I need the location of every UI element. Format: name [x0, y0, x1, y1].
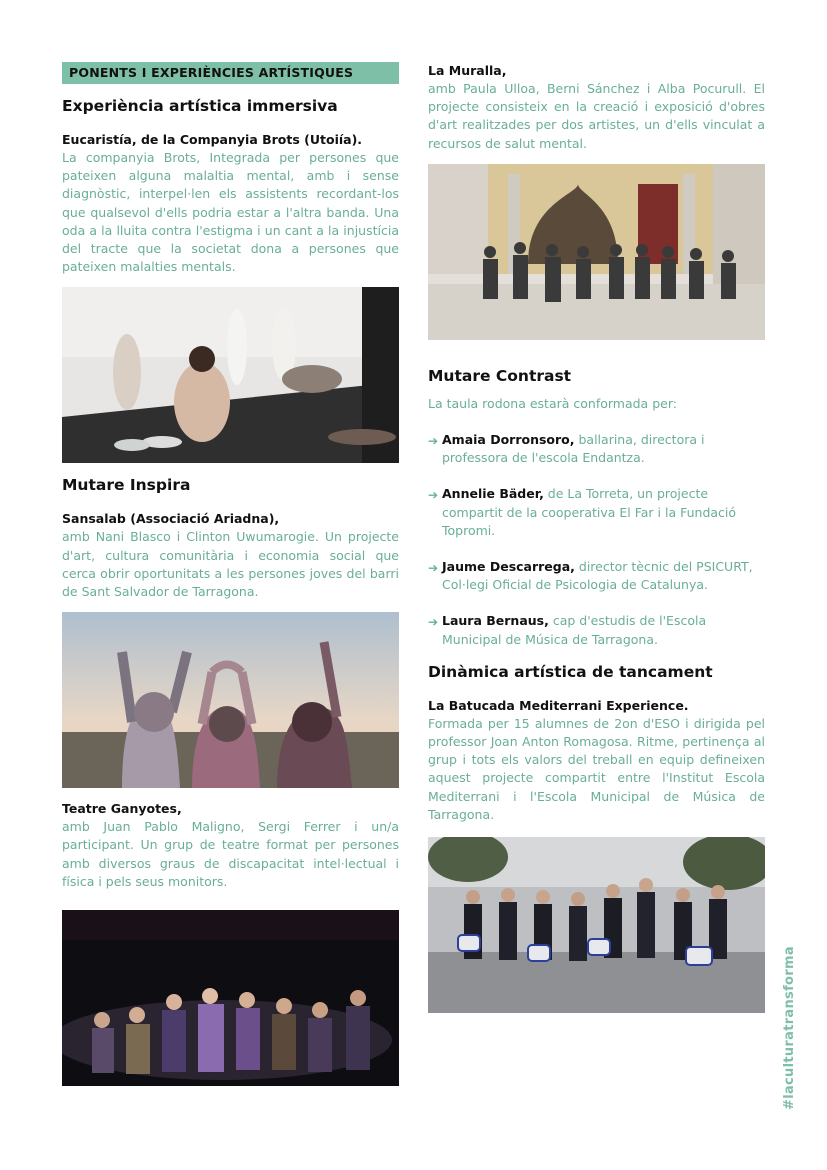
contrast-title: Mutare Contrast	[428, 366, 572, 385]
tancament-text: Formada per 15 alumnes de 2on d'ESO i dirigida pel professor Joan Anton Romagosa. Ritme, pertinença al grup i tots els valors del treball en equip defineixen aquest projecte compartit entre l'Institut Escola Mediterrani i l'Escola Municipal de Música de Tarragona.	[428, 715, 765, 822]
inspira-text: amb Nani Blasco i Clinton Uwumarogie. Un projecte d'art, cultura comunitària i economia social que cerca obrir oportunitats a les persones joves del barri de Sant Salvador de Tarragona.	[62, 529, 399, 600]
photo-exhibition-group	[428, 164, 765, 340]
immersiva-subtitle: Eucaristía, de la Companyia Brots (Utoiía).	[62, 132, 363, 147]
photo-performance	[62, 287, 399, 463]
arrow-right-icon: ➔	[428, 488, 439, 503]
section-tag: PONENTS I EXPERIÈNCIES ARTÍSTIQUES	[62, 62, 399, 84]
arrow-right-icon: ➔	[428, 615, 439, 630]
contrast-intro: La taula rodona estarà conformada per:	[428, 395, 677, 411]
photo-theatre-stage	[62, 910, 399, 1086]
tancament-subtitle: La Batucada Mediterrani Experience.	[428, 697, 689, 713]
list-item: ➔ Annelie Bäder, de La Torreta, un projecte compartit de la cooperativa El Far i la Fundació Topromi.	[428, 486, 737, 538]
photo-sunset-hands	[62, 612, 399, 788]
left-column	[62, 62, 399, 1086]
hashtag-label: #laculturatransforma	[782, 946, 797, 1110]
list-item: ➔ Amaia Dorronsoro, ballarina, directora i professora de l'escola Endantza.	[428, 432, 705, 466]
tancament-title: Dinàmica artística de tancament	[428, 662, 713, 681]
panel-list	[428, 431, 765, 649]
ganyotes-text: amb Juan Pablo Maligno, Sergi Ferrer i un/a participant. Un grup de teatre format per persones amb diversos graus de discapacitat intel·lectual i física i pels seus monitors.	[62, 819, 399, 889]
list-item: ➔ Jaume Descarrega, director tècnic del PSICURT, Col·legi Oficial de Psicologia de Catalunya.	[428, 559, 753, 593]
muralla-text: amb Paula Ulloa, Berni Sánchez i Alba Pocurull. El projecte consisteix en la creació i exposició d'obres d'art realitzades per dos artistes, un d'ells vinculat a recursos de salut mental.	[428, 81, 765, 151]
photo-batucada-drums	[428, 837, 765, 1013]
immersiva-title: Experiència artística immersiva	[62, 97, 338, 115]
muralla-subtitle: La Muralla,	[428, 63, 507, 78]
ganyotes-subtitle: Teatre Ganyotes,	[62, 801, 182, 817]
immersiva-text: La companyia Brots, Integrada per persones que pateixen alguna malaltia mental, amb i sense diagnòstic, interpel·len els assistents recordant-los que qualsevol d'ells podria estar a l'altra banda. Una oda a la lluita contra l'estigma i un cant a la injustícia del tracte que la societat dona a persones que pateixen malalties mentals.	[62, 150, 399, 275]
right-column	[428, 62, 765, 1013]
list-item: ➔ Laura Bernaus, cap d'estudis de l'Escola Municipal de Música de Tarragona.	[428, 613, 707, 647]
inspira-subtitle: Sansalab (Associació Ariadna),	[62, 511, 280, 527]
arrow-right-icon: ➔	[428, 561, 439, 576]
arrow-right-icon: ➔	[428, 434, 439, 449]
inspira-title: Mutare Inspira	[62, 476, 191, 495]
